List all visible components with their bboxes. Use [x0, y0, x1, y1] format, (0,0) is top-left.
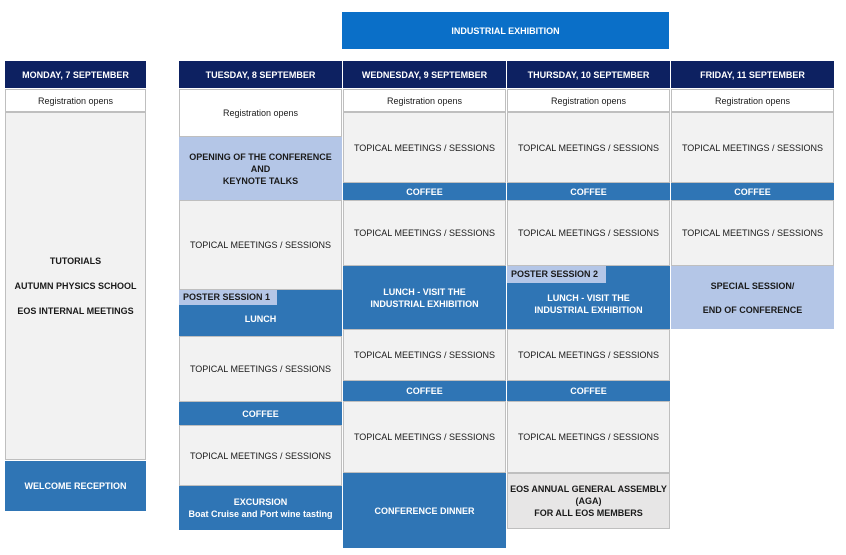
tuesday-excursion-line-2: Boat Cruise and Port wine tasting — [188, 509, 333, 519]
tuesday-opening — [179, 137, 342, 200]
friday-header: FRIDAY, 11 SEPTEMBER — [671, 61, 834, 88]
thursday-header: THURSDAY, 10 SEPTEMBER — [507, 61, 670, 88]
tuesday-opening-line-2: KEYNOTE TALKS — [222, 175, 299, 186]
thursday-sessions-3: TOPICAL MEETINGS / SESSIONS — [507, 329, 670, 381]
tuesday-poster-session: POSTER SESSION 1 — [179, 290, 277, 305]
tuesday-header: TUESDAY, 8 SEPTEMBER — [179, 61, 342, 88]
tuesday-registration: Registration opens — [179, 89, 342, 137]
monday-tutorials — [5, 112, 146, 460]
wednesday-coffee-2: COFFEE — [343, 381, 506, 401]
wednesday-header: WEDNESDAY, 9 SEPTEMBER — [343, 61, 506, 88]
monday-header: MONDAY, 7 SEPTEMBER — [5, 61, 146, 88]
thursday-assembly-line-3: FOR ALL EOS MEMBERS — [534, 508, 643, 518]
friday-sessions-1: TOPICAL MEETINGS / SESSIONS — [671, 112, 834, 183]
tuesday-excursion-line-1: EXCURSION — [233, 497, 288, 507]
thursday-lunch-line-1: LUNCH - VISIT THE — [547, 292, 630, 303]
thursday-lunch-line-2: INDUSTRIAL EXHIBITION — [534, 304, 643, 315]
friday-registration: Registration opens — [671, 89, 834, 112]
tuesday-opening-line-1: OPENING OF THE CONFERENCE AND — [189, 151, 332, 174]
friday-special-line-1: SPECIAL SESSION/ — [710, 280, 795, 291]
wednesday-coffee-1: COFFEE — [343, 183, 506, 200]
wednesday-lunch — [343, 266, 506, 329]
wednesday-sessions-1: TOPICAL MEETINGS / SESSIONS — [343, 112, 506, 183]
thursday-assembly-line-2: (AGA) — [575, 496, 602, 506]
monday-registration: Registration opens — [5, 89, 146, 112]
thursday-sessions-4: TOPICAL MEETINGS / SESSIONS — [507, 401, 670, 473]
industrial-exhibition-banner: INDUSTRIAL EXHIBITION — [342, 12, 669, 49]
wednesday-sessions-2: TOPICAL MEETINGS / SESSIONS — [343, 200, 506, 266]
tuesday-sessions-1: TOPICAL MEETINGS / SESSIONS — [179, 200, 342, 290]
monday-tutorials-line-2: AUTUMN PHYSICS SCHOOL — [14, 281, 137, 291]
monday-welcome-reception: WELCOME RECEPTION — [5, 461, 146, 511]
thursday-sessions-2: TOPICAL MEETINGS / SESSIONS — [507, 200, 670, 266]
thursday-coffee-2: COFFEE — [507, 381, 670, 401]
wednesday-sessions-4: TOPICAL MEETINGS / SESSIONS — [343, 401, 506, 473]
wednesday-conference-dinner: CONFERENCE DINNER — [343, 473, 506, 548]
thursday-general-assembly — [507, 473, 670, 529]
friday-special-session — [671, 266, 834, 329]
tuesday-excursion — [179, 486, 342, 530]
friday-special-line-2: END OF CONFERENCE — [702, 304, 803, 315]
thursday-coffee-1: COFFEE — [507, 183, 670, 200]
friday-sessions-2: TOPICAL MEETINGS / SESSIONS — [671, 200, 834, 266]
friday-coffee-1: COFFEE — [671, 183, 834, 200]
tuesday-coffee: COFFEE — [179, 402, 342, 425]
tuesday-sessions-3: TOPICAL MEETINGS / SESSIONS — [179, 425, 342, 486]
thursday-sessions-1: TOPICAL MEETINGS / SESSIONS — [507, 112, 670, 183]
tuesday-lunch: LUNCH — [179, 290, 342, 336]
wednesday-sessions-3: TOPICAL MEETINGS / SESSIONS — [343, 329, 506, 381]
wednesday-registration: Registration opens — [343, 89, 506, 112]
wednesday-lunch-line-2: INDUSTRIAL EXHIBITION — [370, 298, 479, 309]
wednesday-lunch-line-1: LUNCH - VISIT THE — [383, 286, 466, 297]
monday-tutorials-line-3: EOS INTERNAL MEETINGS — [17, 306, 134, 316]
monday-tutorials-line-1: TUTORIALS — [49, 256, 102, 266]
thursday-assembly-line-1: EOS ANNUAL GENERAL ASSEMBLY — [510, 484, 667, 494]
thursday-registration: Registration opens — [507, 89, 670, 112]
tuesday-sessions-2: TOPICAL MEETINGS / SESSIONS — [179, 336, 342, 402]
thursday-poster-session: POSTER SESSION 2 — [507, 266, 606, 283]
